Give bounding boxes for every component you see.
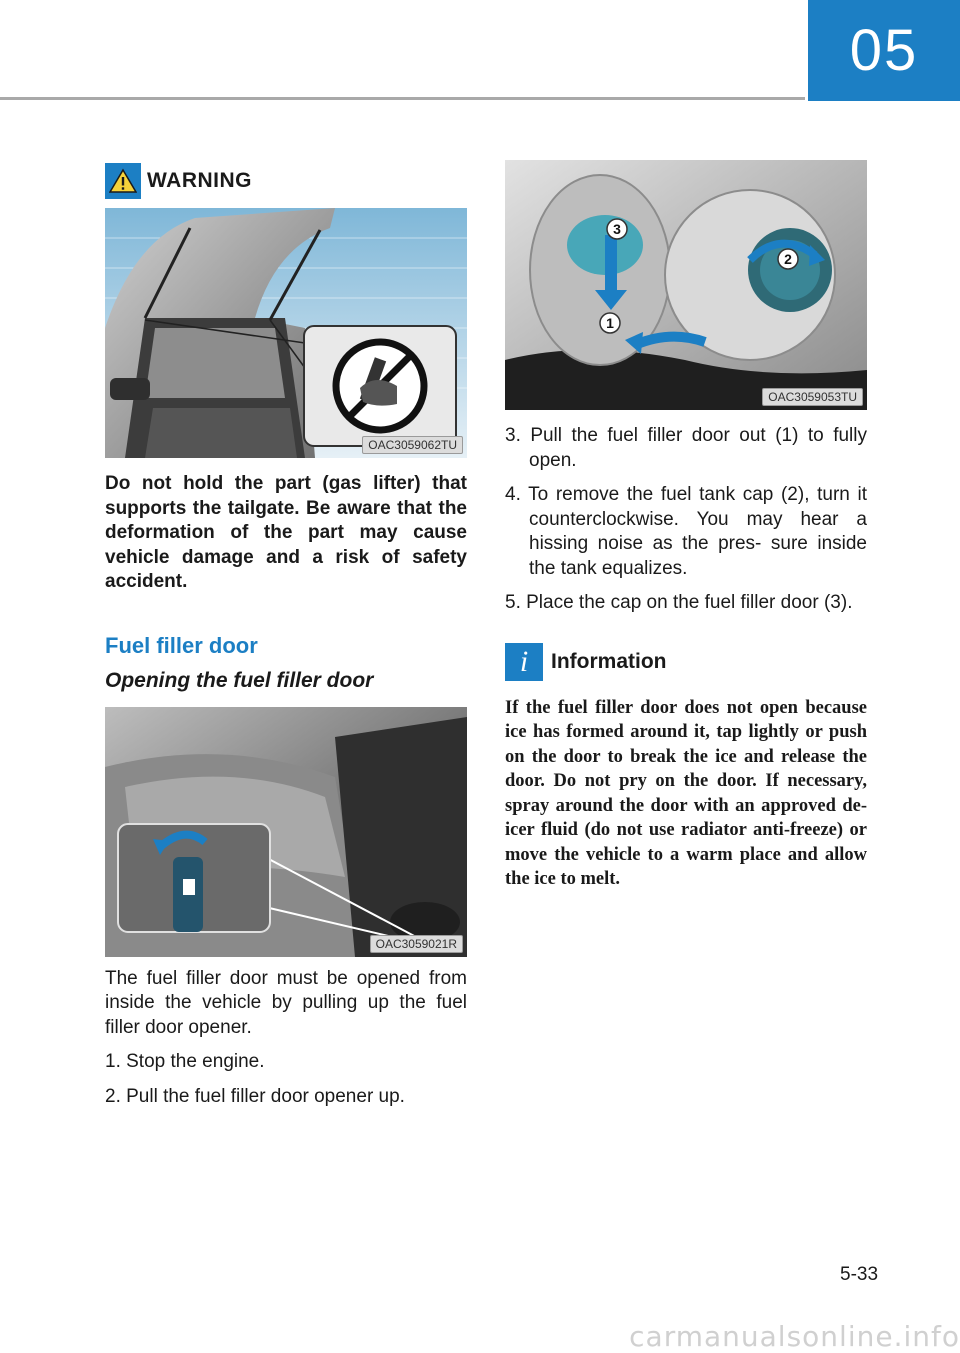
opener-figure xyxy=(105,707,467,957)
step-2: 2. Pull the fuel filler door opener up. xyxy=(105,1085,405,1107)
tailgate-figure xyxy=(105,208,467,458)
fuel-cap-illustration xyxy=(505,160,867,410)
warning-header xyxy=(105,160,467,202)
information-text: If the fuel filler door does not open because ice has formed around it, tap lightly or push on the door to break the ice and release the door. Do not pry on the door. If necessary, spray around the door with an approved de-icer fluid (do not use radiator anti-freeze) or move the vehicle to a warm place and allow the ice to melt. xyxy=(505,697,867,889)
figure-code: OAC3059062TU xyxy=(362,436,463,454)
information-header xyxy=(505,642,867,682)
tailgate-illustration xyxy=(105,208,467,458)
callout-2: 2 xyxy=(784,251,792,267)
step-1: 1. Stop the engine. xyxy=(105,1051,265,1072)
intro-paragraph: The fuel filler door must be opened from inside the vehicle by pulling up the fuel filler door opener. xyxy=(105,967,467,1038)
opener-illustration xyxy=(105,707,467,957)
warning-title: WARNING xyxy=(147,169,252,192)
warning-text: Do not hold the part (gas lifter) that supports the tailgate. Be aware that the deformation of the part may cause vehicle damage and a risk of safety accident. xyxy=(105,473,467,592)
watermark: carmanualsonline.info xyxy=(629,1320,960,1353)
right-column xyxy=(505,160,867,892)
step-5: 5. Place the cap on the fuel filler door (3). xyxy=(505,592,853,613)
callout-1: 1 xyxy=(606,315,614,331)
header-rule xyxy=(0,97,805,100)
left-column xyxy=(105,160,467,1109)
chapter-tab: 05 xyxy=(808,0,960,101)
step-3: 3. Pull the fuel filler door out (1) to fully open. xyxy=(505,425,867,471)
information-title: Information xyxy=(551,649,667,673)
figure-code: OAC3059021R xyxy=(370,935,463,953)
figure-code: OAC3059053TU xyxy=(762,388,863,406)
section-subtitle: Opening the fuel filler door xyxy=(105,668,374,692)
step-4: 4. To remove the fuel tank cap (2), turn it counterclockwise. You may hear a hissing noise as the pres- sure inside the tank equalizes. xyxy=(505,484,867,579)
callout-3: 3 xyxy=(613,221,621,237)
info-icon: i xyxy=(505,643,543,681)
section-title: Fuel filler door xyxy=(105,632,258,658)
fuel-cap-figure xyxy=(505,160,867,410)
warning-icon xyxy=(105,163,141,199)
page-number: 5-33 xyxy=(840,1264,879,1285)
